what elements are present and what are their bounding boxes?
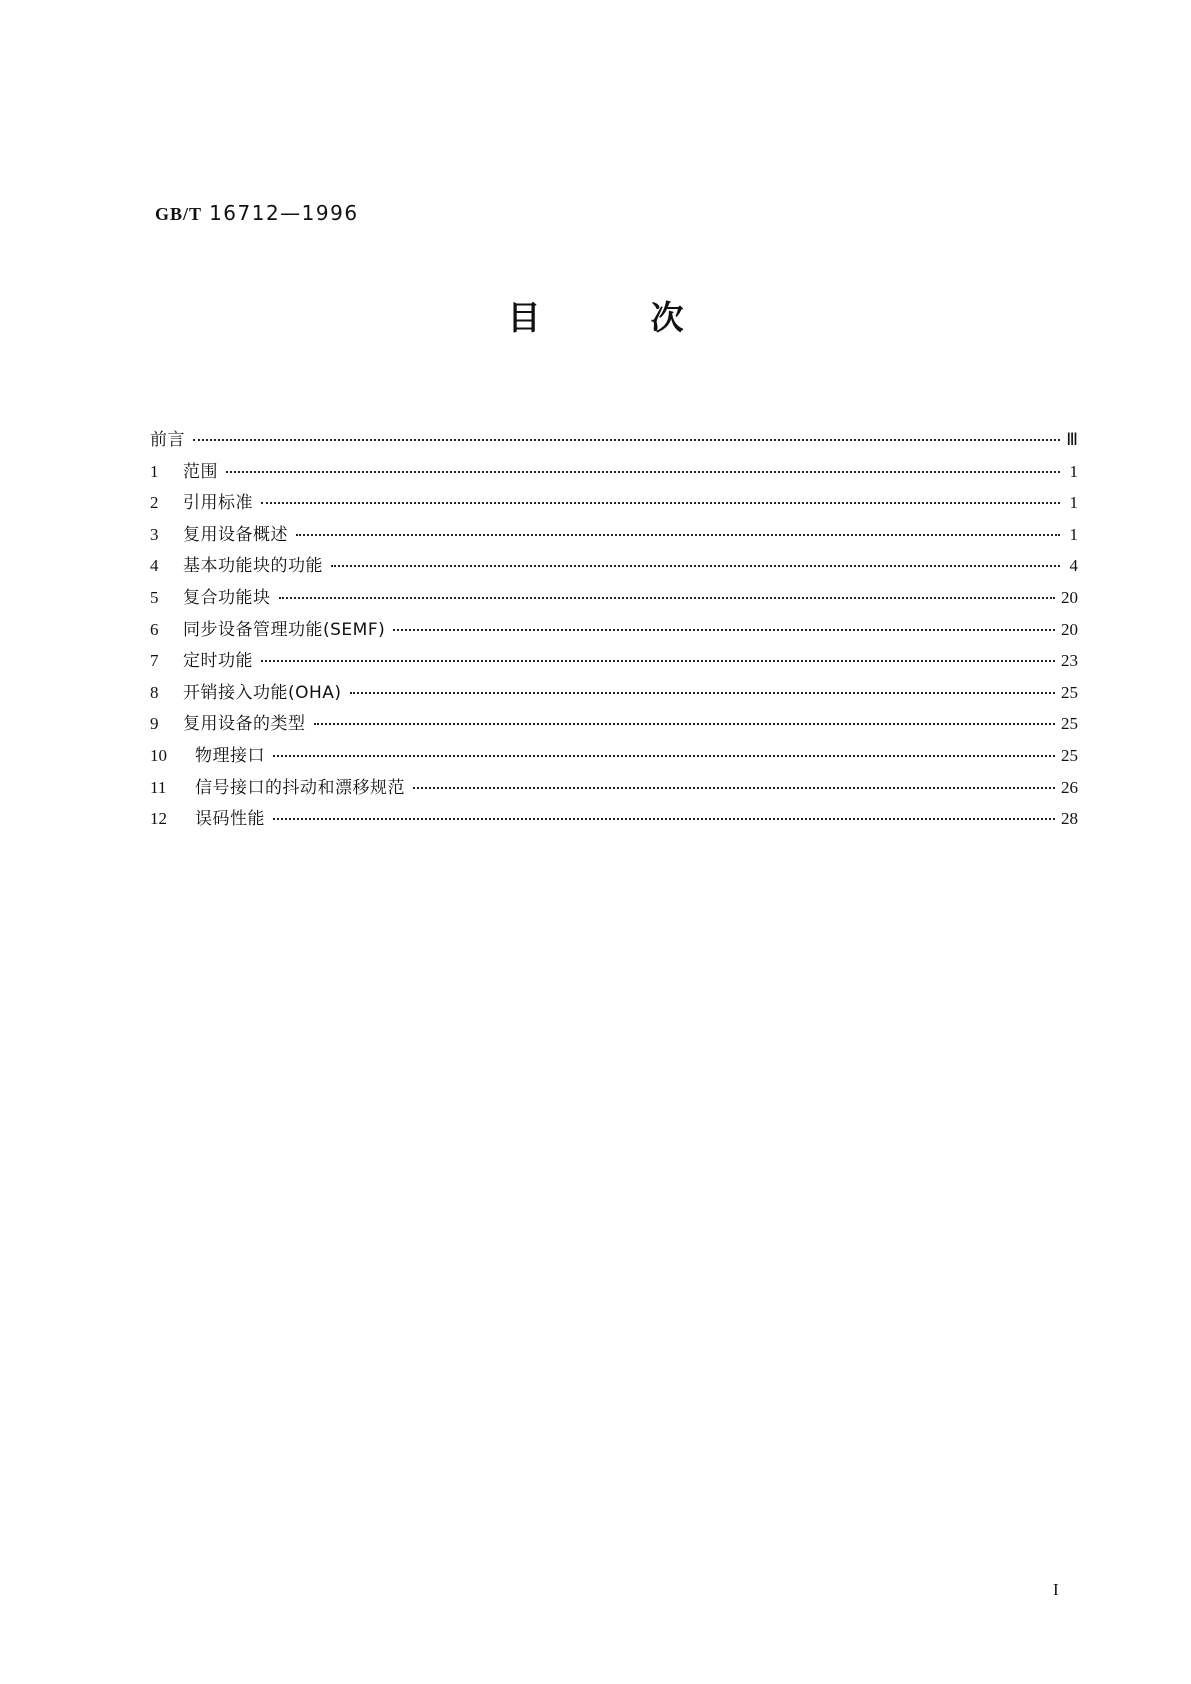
table-of-contents (150, 425, 1078, 836)
toc-entry-title: 同步设备管理功能(SEMF) (183, 619, 386, 640)
toc-leader-dots (393, 612, 1055, 631)
toc-entry-title: 复用设备的类型 (183, 714, 306, 735)
toc-entry-title: 开销接入功能(OHA) (183, 682, 342, 703)
page-title (0, 292, 1191, 339)
toc-entry-page: 20 (1061, 619, 1078, 639)
toc-entry-page: 25 (1061, 714, 1078, 734)
standard-code (155, 201, 359, 225)
toc-entry-page: Ⅲ (1066, 430, 1078, 449)
toc-entry[interactable] (150, 741, 1078, 773)
toc-leader-dots (273, 738, 1055, 757)
toc-leader-dots (314, 706, 1056, 725)
toc-leader-dots (279, 580, 1056, 599)
toc-entry-number: 12 (150, 809, 167, 829)
toc-leader-dots (261, 643, 1055, 662)
toc-entry-title: 误码性能 (195, 809, 265, 830)
toc-entry-number: 4 (150, 556, 159, 576)
toc-entry-title: 信号接口的抖动和漂移规范 (195, 777, 405, 798)
toc-entry-title: 定时功能 (183, 651, 253, 672)
toc-entry-page: 23 (1061, 651, 1078, 671)
toc-entry-page: 4 (1069, 556, 1078, 576)
toc-leader-dots (296, 517, 1060, 536)
toc-entry[interactable] (150, 425, 1078, 457)
standard-prefix: GB/T (155, 204, 203, 224)
standard-number: 16712—1996 (209, 201, 359, 225)
toc-entry-title: 前言 (150, 430, 185, 450)
toc-leader-dots (273, 801, 1055, 820)
toc-entry[interactable] (150, 488, 1078, 520)
toc-entry-page: 25 (1061, 745, 1078, 765)
toc-entry[interactable] (150, 646, 1078, 678)
toc-entry-number: 6 (150, 619, 159, 639)
toc-entry-number: 11 (150, 777, 167, 797)
page-title-char-1: 目 (507, 298, 541, 337)
toc-entry-page: 1 (1069, 493, 1078, 513)
toc-entry-title: 复用设备概述 (183, 524, 288, 545)
toc-entry[interactable] (150, 615, 1078, 647)
toc-entry-page: 26 (1061, 777, 1078, 797)
toc-entry[interactable] (150, 804, 1078, 836)
toc-leader-dots (193, 422, 1060, 441)
toc-entry-number: 1 (150, 461, 159, 481)
toc-leader-dots (350, 675, 1055, 694)
toc-entry-title: 引用标准 (183, 493, 253, 514)
toc-leader-dots (331, 548, 1060, 567)
page-title-char-2: 次 (650, 298, 684, 337)
toc-leader-dots (226, 454, 1060, 473)
toc-entry-number: 9 (150, 714, 159, 734)
page-number: I (1053, 1580, 1059, 1599)
toc-entry[interactable] (150, 457, 1078, 489)
toc-entry-number: 2 (150, 493, 159, 513)
toc-entry[interactable] (150, 520, 1078, 552)
toc-entry[interactable] (150, 709, 1078, 741)
toc-entry-number: 10 (150, 745, 167, 765)
toc-entry-title: 复合功能块 (183, 587, 271, 608)
toc-entry-number: 8 (150, 682, 159, 702)
toc-entry-title: 基本功能块的功能 (183, 556, 323, 577)
toc-entry-title: 范围 (183, 461, 218, 482)
toc-entry-title: 物理接口 (195, 745, 265, 766)
toc-entry[interactable] (150, 583, 1078, 615)
toc-leader-dots (261, 485, 1060, 504)
toc-entry-page: 1 (1069, 524, 1078, 544)
toc-entry-page: 1 (1069, 461, 1078, 481)
toc-entry-page: 28 (1061, 809, 1078, 829)
toc-entry[interactable] (150, 773, 1078, 805)
toc-entry-page: 25 (1061, 682, 1078, 702)
toc-entry-page: 20 (1061, 587, 1078, 607)
toc-entry-number: 3 (150, 524, 159, 544)
toc-leader-dots (413, 770, 1055, 789)
toc-entry-number: 5 (150, 587, 159, 607)
toc-entry-number: 7 (150, 651, 159, 671)
toc-entry[interactable] (150, 551, 1078, 583)
toc-entry[interactable] (150, 678, 1078, 710)
